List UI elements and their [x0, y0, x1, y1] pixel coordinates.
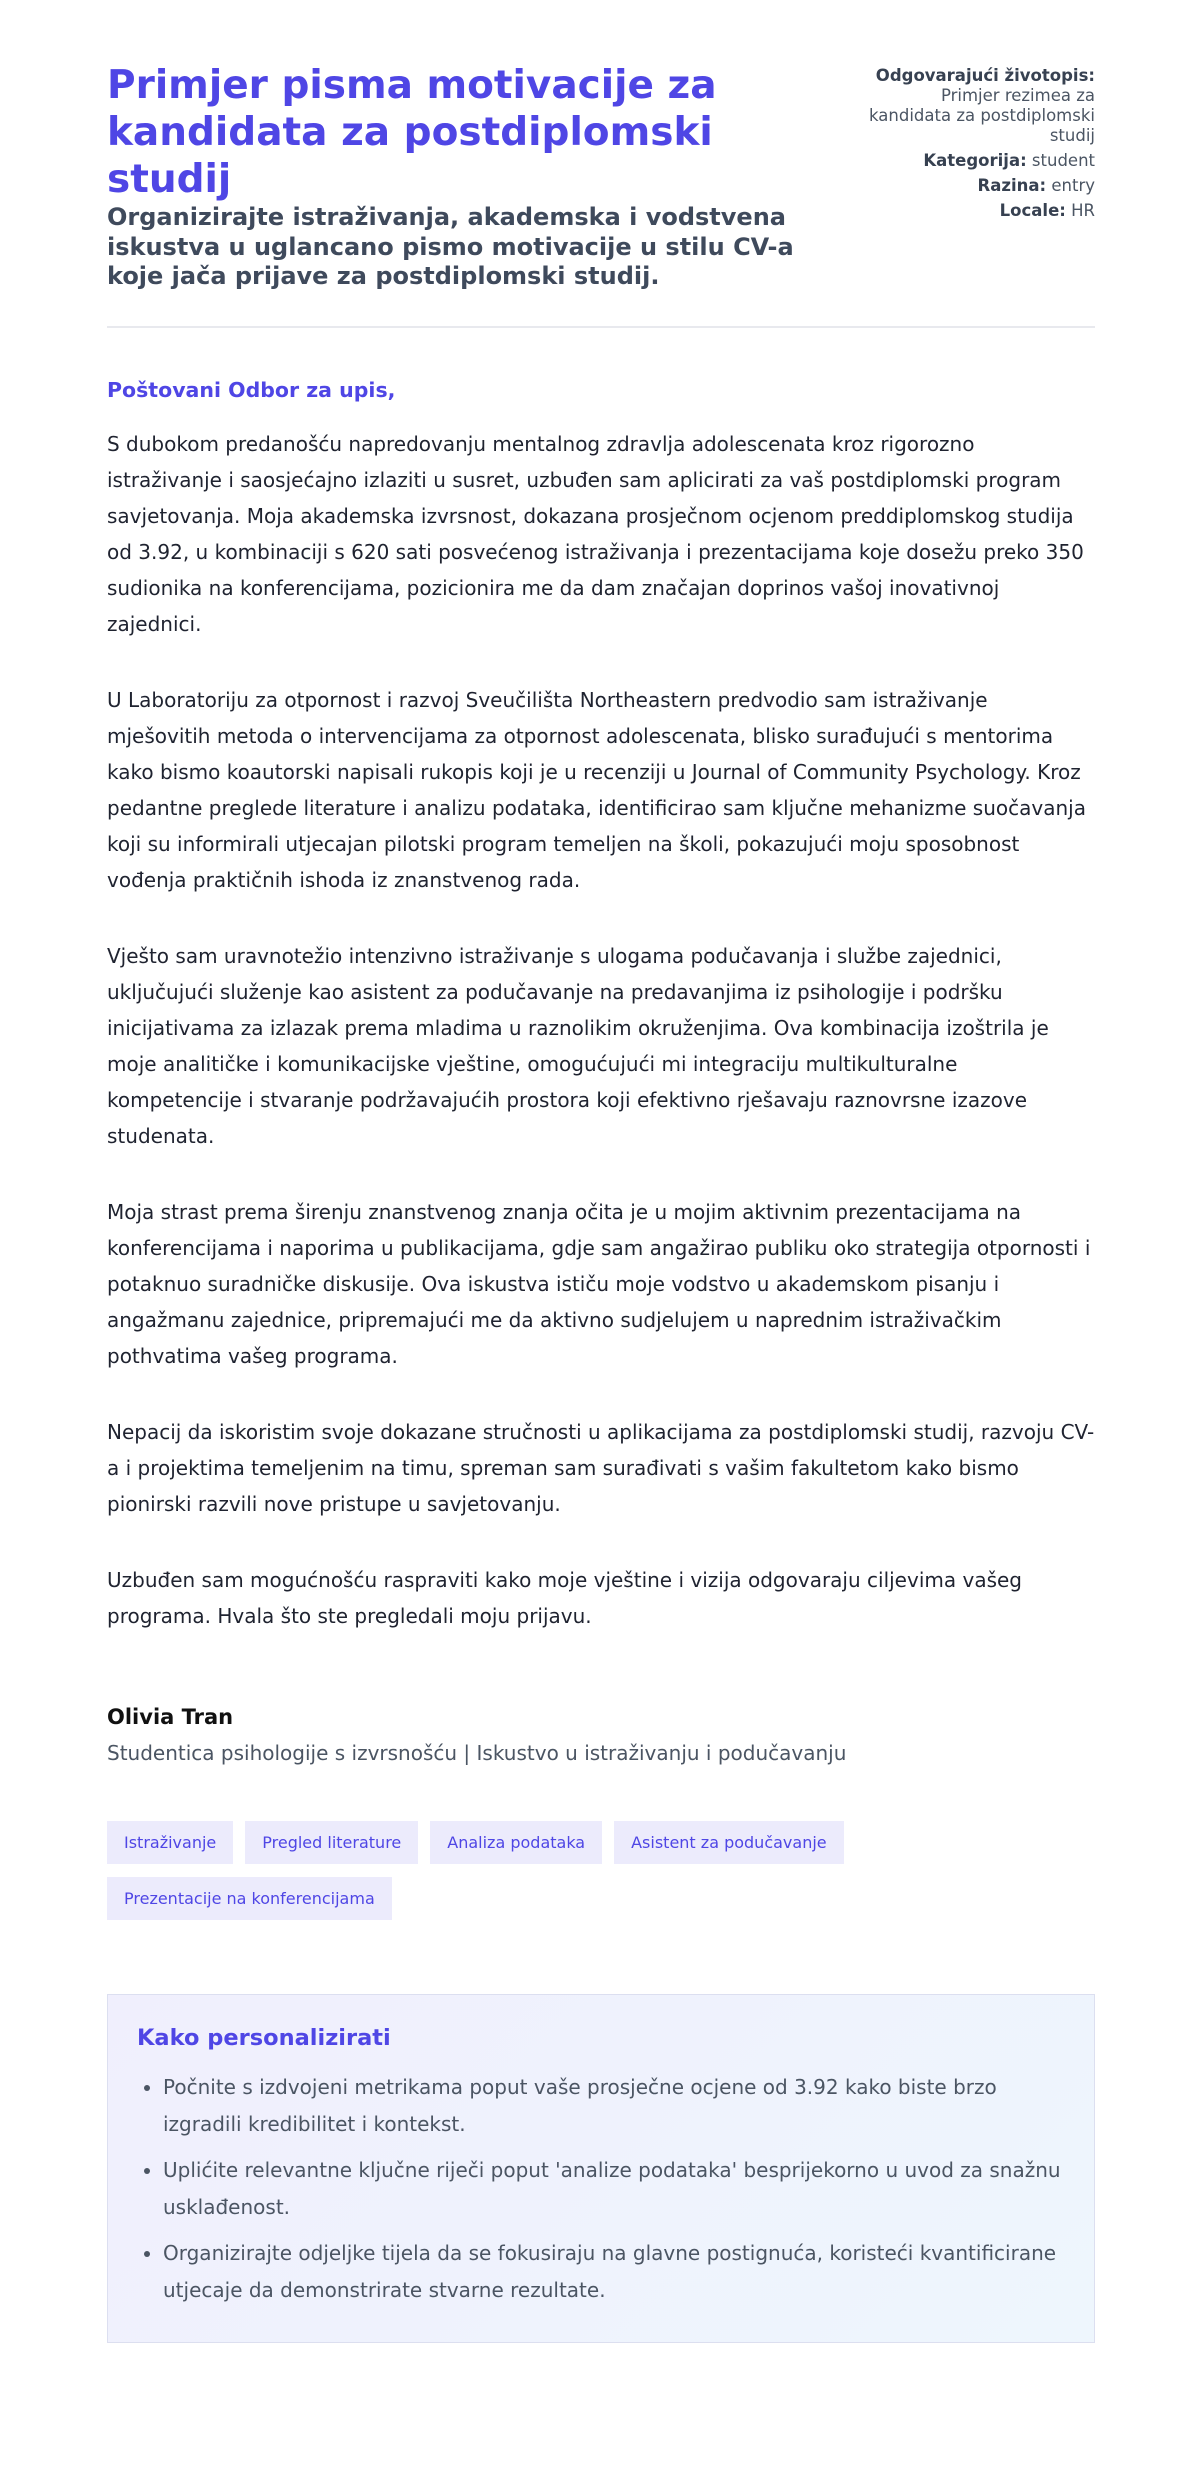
- tag-list: [107, 1821, 907, 1920]
- letter-body: [107, 426, 1095, 1634]
- page-subtitle: Organizirajte istraživanja, akademska i vodstvena iskustva u uglancano pismo motivacije u stilu CV-a koje jača prijave za postdiplomski studij.: [107, 203, 794, 290]
- level-label: Razina:: [977, 176, 1047, 195]
- header: [107, 62, 1095, 292]
- tag: Prezentacije na konferencijama: [107, 1877, 392, 1920]
- page-title: Primjer pisma motivacije za kandidata za postdiplomski studij: [107, 63, 717, 202]
- divider: [107, 326, 1095, 328]
- paragraph: Vješto sam uravnotežio intenzivno istraživanje s ulogama podučavanja i službe zajednici, uključujući služenje kao asistent za podučavanje na predavanjima iz psihologije i podršku inicijativama za izlazak prema mladima u raznolikim okruženjima. Ova kombinacija izoštrila je moje analitičke i komunikacijske vještine, omogućujući mi integraciju multikulturalne kompetencije i stvaranje podržavajućih prostora koji efektivno rješavaju raznovrsne izazove studenata.: [107, 943, 1049, 1148]
- paragraph: U Laboratoriju za otpornost i razvoj Sveučilišta Northeastern predvodio sam istraživanje mješovitih metoda o intervencijama za otpornost adolescenata, blisko surađujući s mentorima kako bismo koautorski napisali rukopis koji je u recenziji u Journal of Community Psychology. Kroz pedantne preglede literature i analizu podataka, identificirao sam ključne mehanizme suočavanja koji su informirali utjecajan pilotski program temeljen na školi, pokazujući moju sposobnost vođenja praktičnih ishoda iz znanstvenog rada.: [107, 687, 1086, 892]
- tag: Istraživanje: [107, 1821, 233, 1864]
- tag: Asistent za podučavanje: [614, 1821, 844, 1864]
- tip-item: • Uplićite relevantne ključne riječi poput 'analize podataka' besprijekorno u uvod za snažnu usklađenost.: [163, 2152, 1065, 2226]
- tag: Pregled literature: [245, 1821, 418, 1864]
- signature-title: Studentica psihologije s izvrsnošću | Iskustvo u istraživanju i podučavanju: [107, 1740, 847, 1765]
- resume-label: Odgovarajući životopis:: [875, 66, 1095, 85]
- paragraph: S dubokom predanošću napredovanju mentalnog zdravlja adolescenata kroz rigorozno istraživanje i saosjećajno izlaziti u susret, uzbuđen sam aplicirati za vaš postdiplomski program savjetovanja. Moja akademska izvrsnost, dokazana prosječnom ocjenom preddiplomskog studija od 3.92, u kombinaciji s 620 sati posvećenog istraživanja i prezentacijama koje dosežu preko 350 sudionika na konferencijama, pozicionira me da dam značajan doprinos vašoj inovativnoj zajednici.: [107, 431, 1084, 636]
- category-label: Kategorija:: [923, 151, 1027, 170]
- signature-name: Olivia Tran: [107, 1704, 234, 1729]
- personalization-tips: [107, 1994, 1095, 2343]
- paragraph: Moja strast prema širenju znanstvenog znanja očita je u mojim aktivnim prezentacijama na konferencijama i naporima u publikacijama, gdje sam angažirao publiku oko strategija otpornosti i potaknuo suradničke diskusije. Ova iskustva ističu moje vodstvo u akademskom pisanju i angažmanu zajednice, pripremajući me da aktivno sudjelujem u naprednim istraživačkim pothvatima vašeg programa.: [107, 1199, 1091, 1368]
- category-value: student: [1031, 151, 1095, 170]
- tips-heading: Kako personalizirati: [137, 2024, 391, 2051]
- tip-item: • Organizirajte odjeljke tijela da se fokusiraju na glavne postignuća, koristeći kvantificirane utjecaje da demonstrirate stvarne rezultate.: [163, 2235, 1065, 2309]
- paragraph: Nepacij da iskoristim svoje dokazane stručnosti u aplikacijama za postdiplomski studij, razvoju CV-a i projektima temeljenim na timu, spreman sam surađivati s vašim fakultetom kako bismo pionirski razvili nove pristupe u savjetovanju.: [107, 1419, 1095, 1516]
- page: [107, 62, 1095, 2343]
- locale-value: HR: [1071, 201, 1095, 220]
- tag: Analiza podataka: [430, 1821, 602, 1864]
- tip-item: • Počnite s izdvojeni metrikama poput vaše prosječne ocjene od 3.92 kako biste brzo izgradili kredibilitet i kontekst.: [163, 2069, 1065, 2143]
- paragraph: Uzbuđen sam mogućnošću raspraviti kako moje vještine i vizija odgovaraju ciljevima vašeg programa. Hvala što ste pregledali moju prijavu.: [107, 1567, 1022, 1628]
- meta-panel: [855, 62, 1095, 226]
- level-value: entry: [1051, 176, 1095, 195]
- locale-label: Locale:: [999, 201, 1066, 220]
- resume-link[interactable]: Primjer rezimea za kandidata za postdiplomski studij: [869, 86, 1095, 145]
- salutation: Poštovani Odbor za upis,: [107, 377, 396, 402]
